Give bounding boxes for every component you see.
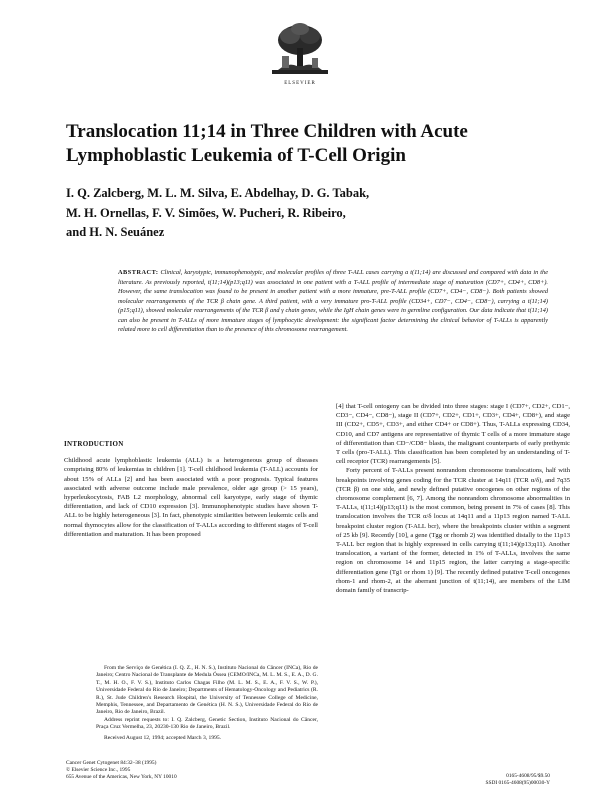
intro-paragraph: Childhood acute lymphoblastic leukemia (ALL) is a heterogeneous group of diseases comprising 80% of leukemias in children [1]. T-cell childhood leukemia (T-ALL) accounts for about 15% of ALLs [2] and has been associated with a poor prognosis. Typical features associated with adverse outcome include male prevalence, older age group (> 15 years), hyperleukocytosis, FAB L2 morphology, abnormal cell karyotype, early stage of thymic differentiation, and lack of CD10 expression [3]. Immunophenotypic studies have shown T-ALL to be highly heterogeneous [3]. In fact, phenotypic similarities between leukemic cells and normal thymocytes allow for the classification of T-ALLs according to different stages of T-cell differentiation and maturation. It has been proposed: [64, 457, 318, 538]
received-dates: Received August 12, 1994; accepted March 3, 1995.: [104, 734, 222, 741]
author-list: [66, 184, 566, 243]
author-line: I. Q. Zalcberg, M. L. M. Silva, E. Abdelhay, D. G. Tabak,: [66, 186, 370, 200]
abstract-label: ABSTRACT:: [118, 269, 159, 276]
reprint-address: Address reprint requests to: I. Q. Zalcberg, Genetic Section, Instituto Nacional do Câncer, Praça Cruz Vermelha, 23, 20230-130 Rio de Janeiro, Brazil.: [96, 716, 318, 731]
abstract-text: Clinical, karyotypic, immunophenotypic, and molecular profiles of three T-ALL cases carrying a t(11;14) are discussed and compared with data in the literature. As previously reported, t(11;14)(p13;q11) was associated in one patient with a T-ALL profile of intermediate stage of maturation (CD7+, CD4+, CD8+). However, the same translocation was found to be present in another patient with a more immature, pre-T-ALL profile (CD7+, CD4−, CD8−). Both patients showed molecular rearrangements of the TCR β chain gene. A third patient, with a very immature pro-T-ALL profile (CD34+, CD7−, CD4−, CD8−), carrying a t(11;14)(p15;q11), showed molecular rearrangements of the TCR β and γ chain genes, while the IgH chain genes were in germline configuration. Our data indicate that t(11;14) can also be present in T-ALLs of more immature stages of lymphocytic development: the significant factor determining the clinical behavior of T-ALLs is apparently related more to cell differentiation than to the presence of this chromosome rearrangement.: [118, 269, 548, 333]
author-line: M. H. Ornellas, F. V. Simões, W. Pucheri, R. Ribeiro,: [66, 205, 346, 220]
author-line: and H. N. Seuánez: [66, 225, 165, 239]
footer-line: 655 Avenue of the Americas, New York, NY 10010: [66, 774, 177, 780]
body-paragraph: [4] that T-cell ontogeny can be divided into three stages: stage I (CD7+, CD2+, CD1−, CD3−, CD4−, CD8−), stage II (CD7+, CD2+, CD1+, CD3+, CD4+, CD8+), and stage III (CD2+, CD5+, CD3+, and either CD4+ or CD8+). Thus, T-ALLs expressing CD34, CD10, and CD7 antigens are representative of thymic T cells of a more immature stage of differentiation than CD−/CD8− blasts, the malignant counterparts of early prethymic T cells (pro-T-ALL). This classification has been completed by an understanding of T-cell receptor (TCR) rearrangements [5].: [336, 403, 570, 466]
elsevier-logo: [268, 20, 332, 90]
elsevier-tree-icon: [268, 20, 332, 78]
body-paragraph: Forty percent of T-ALLs present nonrandom chromosome translocations, half with breakpoints involving genes coding for the TCR cluster at 14q11 (TCR α/δ), and 7q35 (TCR β) on one side, and newly defined putative oncogenes on other regions of the chromosome complement [6, 7]. Among the nonrandom chromosome abnormalities in T-ALLs, t(11;14)(p13;q11) is the most common, being present in 7% of cases [8]. This translocation involves the TCR α/δ locus at 14q11 and a 11p13 region named T-ALL breakpoint cluster region (T-ALL bcr), where the breakpoints cluster within a segment of 25 kb [9]. Recently [10], a gene (Tgg or rhomb 2) was identified distally to the 11p13 T-ALL bcr region that is highly expressed in cells carrying t(11;14)(p13;q11). Another translocation, a variant of the former, detected in 1% of T-ALLs, involves the same region on chromosome 14 and 11p15 region, the latter carrying a stage-specific differentiation gene (Tg1 or rhom 1) [9]. The recently defined putative T-cell oncogenes rhom-1 and rhom-2, at the aberrant junction of t(11;14), are members of the LIM domain family of transcrip-: [336, 467, 570, 595]
footer-line: 0165-4608/95/$9.50: [506, 773, 550, 779]
publisher-name: ELSEVIER: [284, 81, 316, 86]
issn-block: [454, 773, 550, 787]
title-line: Translocation 11;14 in Three Children with Acute: [66, 121, 468, 142]
left-column: [64, 440, 318, 539]
affiliation-text: From the Serviço de Genética (I. Q. Z., H. N. S.), Instituto Nacional do Câncer (INCa), Rio de Janeiro; Centro Nacional de Transplante de Medula Óssea (CEMO/INCa, M. L. M. S., E. A., D. G. T., M. H. O., F. V. S.), Instituto Carlos Chagas Filho (M. L. M. S., E. A., F. V. S., W. P.), Universidade Federal do Rio de Janeiro; Departments of Hematology-Oncology and Pediatrics (R. R.), St. Jude Children's Research Hospital, the University of Tennessee College of Medicine, Memphis, Tennessee, and Departamento de Genética (H. N. S.), Universidade Federal do Rio de Janeiro, Rio de Janeiro, Brazil.: [96, 665, 318, 716]
title-line: Lymphoblastic Leukemia of T-Cell Origin: [66, 145, 406, 166]
right-column: [336, 402, 570, 595]
author-affiliations: [96, 665, 318, 742]
footer-line: Cancer Genet Cytogenet 84:32–38 (1995): [66, 760, 157, 766]
journal-citation: [66, 760, 326, 781]
abstract: [118, 268, 548, 335]
footer-line: SSDI 0165-4608(95)00030-Y: [485, 780, 550, 786]
footer-line: © Elsevier Science Inc., 1995: [66, 767, 131, 773]
paper-title: [66, 120, 546, 168]
section-heading-introduction: INTRODUCTION: [64, 440, 124, 448]
